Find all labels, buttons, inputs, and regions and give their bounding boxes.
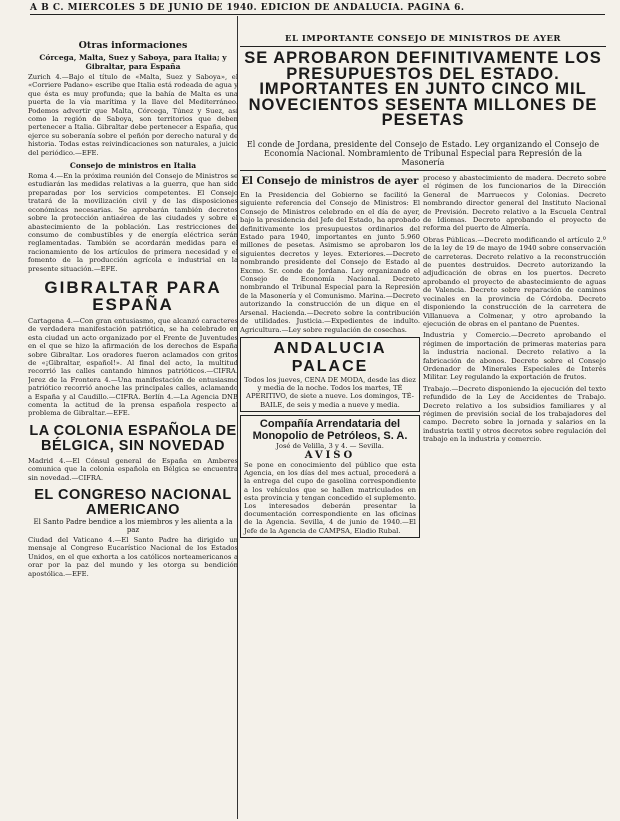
congreso-body: Ciudad del Vaticano 4.—El Santo Padre ha dirigido un mensaje al Congreso Eucarístico Nacional de los Estados Unidos, en el que exhorta a los católicos norteamericanos a orar por la paz del mundo y les otorga su bendición apostólica.—EFE. [28,536,238,578]
ad2-aviso: AVISO [304,449,356,461]
decrees-4: Trabajo.—Decreto disponiendo la ejecución del texto refundido de la Ley de Accidentes de Trabajo. Decreto relativo a los subsidios familiares y al régimen de previsión social de los trabajadores del campo. Decreto sobre la jornada y salarios en la industria textil y otros decretos sobre regulación del trabajo en la industria y comercio. [423,384,606,444]
decrees-3: Industria y Comercio.—Decreto aprobando el régimen de importación de primeras materias para la industria nacional. Decreto relativo a la fabricación de abonos. Decreto sobre el Consejo Ordenador de Minerales Especiales de Interés Militar. Ley regulando la exportación de frutos. [423,331,606,382]
consejo-body: En la Presidencia del Gobierno se facilitó la siguiente referencia del Consejo de Ministros: El Consejo de Ministros celebrado en el día de ayer, bajo la presidencia del Jefe del Estado, ha aprobado definitivamente los presupuestos ordinarios del Estado para 1940, importantes en junto 5.960 millones de pesetas. Asimismo se aprobaron los siguientes decretos y leyes. Exteriores.—Decreto nombrando presidente del Consejo de Estado al Excmo. Sr. conde de Jordana. Ley organizando el Consejo de Economía Nacional. Decreto nombrando el Tribunal Especial para la Represión de la Masonería y el Comunismo. Marina.—Decreto autorizando la construcción de un dique en el Arsenal. Hacienda.—Decreto sobre la contribución de utilidades. Justicia.—Expedientes de indulto. Agricultura.—Ley sobre regulación de cosechas. [240,191,420,334]
ad2-body: Se pone en conocimiento del público que esta Agencia, en los días del mes actual, procederá a la entrega del cupo de gasolina correspondiente a los vehículos que se hallen matriculados en esta provincia y tengan concedido el suplemento. Los interesados deberán presentar la documentación correspondiente en las oficinas de la Agencia. Sevilla, 4 de junio de 1940.—El Jefe de la Agencia de CAMPSA, Eladio Rubal. [244,460,416,535]
gibraltar-body: Cartagena 4.—Con gran entusiasmo, que alcanzó caracteres de verdadera manifestación patriótica, se ha celebrado en esta ciudad un acto organizado por el Frente de Juventudes en el que se hizo la afirmación de los derechos de España sobre Gibraltar. Los oradores fueron aclamados con gritos de «¡Gibraltar, español!». Al final del acto, la multitud recorrió las calles cantando himnos patrióticos.—CIFRA. Jerez de la Frontera 4.—Una manifestación de entusiasmo patriótico recorrió anoche las principales calles, aclamando a España y al Caudillo.—CIFRA. Berlín 4.—La Agencia DNB comenta la actitud de la prensa española respecto al problema de Gibraltar.—EFE. [28,316,238,418]
decrees-column [423,174,606,444]
right-column [240,34,606,819]
otras-title: Otras informaciones [78,40,188,51]
otras-body: Zurich 4.—Bajo el título de «Malta, Suez y Saboya», el «Corriere Padano» escribe que Italia está rodeada de agua y que ésta es muy profunda; que la bahía de Malta es una puerta de la vía marítima y la llave del Mediterráneo. Podemos advertir que Malta, Córcega, Túnez y Suez, así como la región de Saboya, son territorios que deben pertenecer a Italia. Gibraltar debe pertenecer a España, que ejerce su soberanía sobre el peñón por derecho natural y de historia. Todas estas reivindicaciones son naturales, a juicio del periódico.—EFE. [28,73,238,157]
ad1-title: ANDALUCIA PALACE [273,339,387,375]
ad1-body: Todos los jueves, CENA DE MODA, desde las diez y media de la noche. Todos los martes, TÉ APERITIVO, de siete a nueve. Los domingos, TÉ-BAILE, de seis y media a nueve y media. [244,375,416,409]
main-headline: SE APROBARON DEFINITIVAMENTE LOS PRESUPUESTOS DEL ESTADO. IMPORTANTES EN JUNTO CINCO MIL NOVECIENTOS SESENTA MILLONES DE PESETAS [244,49,602,129]
left-column [28,34,238,819]
ad-campsa [240,415,420,538]
consejo-italia-title: Consejo de ministros en Italia [69,161,197,171]
ad2-title: Compañía Arrendataria del Monopolio de Petróleos, S. A. [252,417,408,442]
ad-andalucia-palace [240,337,420,412]
colonia-body: Madrid 4.—El Cónsul general de España en Amberes comunica que la colonia española en Bélgica se encuentra sin novedad.—CIFRA. [28,456,238,482]
consejo-italia-body: Roma 4.—En la próxima reunión del Consejo de Ministros se estudiarán las medidas relativas a la guerra, que han sido preparadas por los servicios competentes. El Consejo tratará de la movilización civil y de las disposiciones económicas necesarias. Se aprobarán también decretos sobre la protección antiaérea de las ciudades y sobre el abastecimiento de la población. Las restricciones del consumo de combustibles y de energía eléctrica serán reglamentadas. También se acordarán medidas para el racionamiento de los artículos de primera necesidad y el fomento de la producción agrícola e industrial en la presente situación.—EFE. [28,172,238,273]
colonia-title: LA COLONIA ESPAÑOLA DE BÉLGICA, SIN NOVEDAD [29,422,237,454]
kicker: EL IMPORTANTE CONSEJO DE MINISTROS DE AYER [240,34,606,47]
gibraltar-title: GIBRALTAR PARA ESPAÑA [44,277,222,314]
divider [240,170,606,171]
consejo-column [240,174,420,541]
decrees-1: proceso y abastecimiento de madera. Decreto sobre el régimen de los funcionarios de la Dirección General de Marruecos y Colonias. Decreto nombrando director general del Instituto Nacional de Previsión. Decreto relativo a la Escuela Central de Idiomas. Decreto aprobando el proyecto de reforma del puerto de Almería. [423,174,606,233]
otras-subtitle: Córcega, Malta, Suez y Saboya, para Italia; y Gibraltar, para España [39,53,227,71]
running-head: A B C. MIERCOLES 5 DE JUNIO DE 1940. EDICION DE ANDALUCIA. PAGINA 6. [30,3,605,15]
ad2-address: José de Velilla, 3 y 4. — Sevilla. [276,441,384,450]
congreso-subtitle: El Santo Padre bendice a los miembros y les alienta a la paz [33,518,233,535]
consejo-title: El Consejo de ministros de ayer [241,176,419,187]
decrees-2: Obras Públicas.—Decreto modificando el artículo 2.º de la ley de 19 de mayo de 1940 sobre conservación de carreteras. Decreto relativo a la reconstrucción de puentes destruidos. Decreto autorizando la adjudicación de obras en los puertos. Decreto aprobando el proyecto de abastecimiento de aguas de Valencia. Decreto sobre reparación de caminos vecinales en la provincia de Córdoba. Decreto disponiendo la construcción de la carretera de Villanueva a Colmenar, y otro aprobando la ejecución de obras en el pantano de Puentes. [423,235,606,328]
deck: El conde de Jordana, presidente del Consejo de Estado. Ley organizando el Consejo de Economía Nacional. Nombramiento de Tribunal Especial para Represión de la Masonería [246,139,600,167]
congreso-title: EL CONGRESO NACIONAL AMERICANO [34,487,232,519]
